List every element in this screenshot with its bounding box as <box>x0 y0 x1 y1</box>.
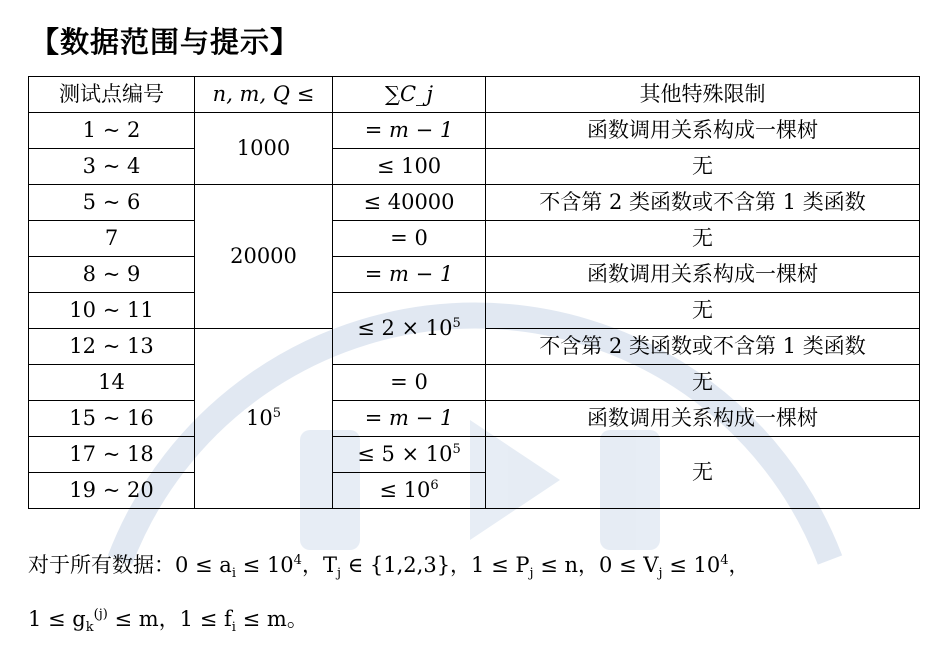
cell-nmq-text: $10^5$ <box>245 406 281 430</box>
cell-special: 无 <box>486 221 920 257</box>
constraints-line-2: $1 \le g_k^{(j)} \le m$，$1 \le f_i \le m$。 <box>28 607 308 636</box>
table-row <box>29 221 920 257</box>
cell-special: 无 <box>486 437 920 509</box>
cell-sum-c <box>333 113 486 149</box>
cell-cases: 17 ~ 18 <box>29 437 195 473</box>
cell-sum-c: ≤ 40000 <box>333 185 486 221</box>
header-special: 其他特殊限制 <box>486 77 920 113</box>
cell-nmq <box>195 329 333 509</box>
table-row <box>29 185 920 221</box>
cell-sum-c-text: ≤ $10^6$ <box>379 478 439 502</box>
cell-nmq: 1000 <box>195 113 333 185</box>
cell-cases: 19 ~ 20 <box>29 473 195 509</box>
cell-nmq: 20000 <box>195 185 333 329</box>
cell-special: 无 <box>486 293 920 329</box>
cell-sum-c-text: = m − 1 <box>364 406 454 430</box>
cell-special: 不含第 2 类函数或不含第 1 类函数 <box>486 185 920 221</box>
cell-cases: 12 ~ 13 <box>29 329 195 365</box>
cell-sum-c-text: ≤ $5 \times 10^5$ <box>357 442 461 466</box>
cell-special: 无 <box>486 149 920 185</box>
cell-sum-c <box>333 401 486 437</box>
cell-cases: 5 ~ 6 <box>29 185 195 221</box>
cell-sum-c-text: = m − 1 <box>364 118 454 142</box>
cell-sum-c <box>333 437 486 473</box>
cell-sum-c <box>333 293 486 365</box>
cell-sum-c-text: = m − 1 <box>364 262 454 286</box>
cell-sum-c-text: ≤ $2 \times 10^5$ <box>357 316 461 340</box>
table-row <box>29 401 920 437</box>
cell-cases: 10 ~ 11 <box>29 293 195 329</box>
table-header-row <box>29 77 920 113</box>
cell-special: 函数调用关系构成一棵树 <box>486 113 920 149</box>
cell-cases: 8 ~ 9 <box>29 257 195 293</box>
header-sum-c-text: ∑C_j <box>384 82 434 106</box>
header-nmq-text: n, m, Q ≤ <box>212 82 315 106</box>
cell-sum-c: = 0 <box>333 365 486 401</box>
cell-sum-c <box>333 257 486 293</box>
section-heading: 【数据范围与提示】 <box>30 25 301 59</box>
cell-special: 不含第 2 类函数或不含第 1 类函数 <box>486 329 920 365</box>
table-row <box>29 365 920 401</box>
constraints-line-1: 对于所有数据：$0 \le a_i \le 10^4$，$T_j$ ∈ {1,2,3}，$1 \le P_j \le n$，$0 \le V_j \le 10^4$， <box>28 553 750 582</box>
table-row <box>29 113 920 149</box>
header-nmq <box>195 77 333 113</box>
header-sum-c <box>333 77 486 113</box>
cell-sum-c <box>333 473 486 509</box>
table-row <box>29 437 920 473</box>
cell-special: 无 <box>486 365 920 401</box>
data-range-table <box>28 76 920 509</box>
table-row <box>29 293 920 329</box>
cell-sum-c: ≤ 100 <box>333 149 486 185</box>
cell-cases: 7 <box>29 221 195 257</box>
table-row <box>29 257 920 293</box>
cell-cases: 3 ~ 4 <box>29 149 195 185</box>
table-row <box>29 149 920 185</box>
cell-cases: 15 ~ 16 <box>29 401 195 437</box>
header-test-case: 测试点编号 <box>29 77 195 113</box>
cell-special: 函数调用关系构成一棵树 <box>486 257 920 293</box>
cell-cases: 1 ~ 2 <box>29 113 195 149</box>
cell-sum-c: = 0 <box>333 221 486 257</box>
cell-special: 函数调用关系构成一棵树 <box>486 401 920 437</box>
cell-cases: 14 <box>29 365 195 401</box>
